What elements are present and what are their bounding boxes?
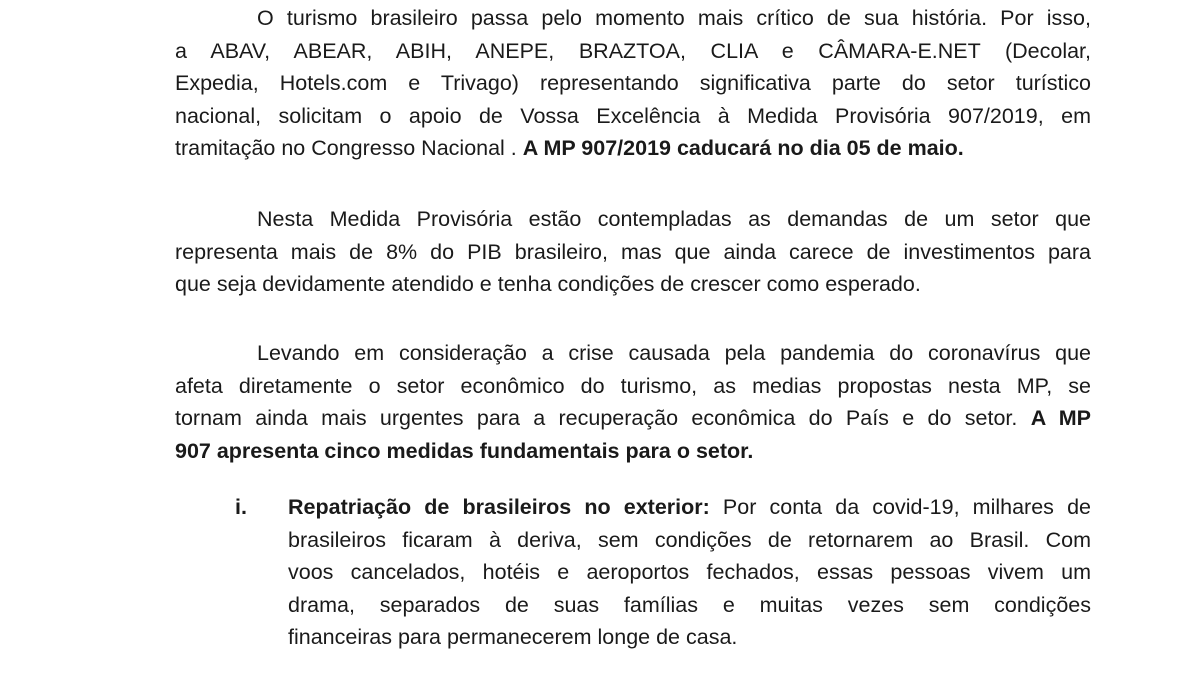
paragraph-line: Levando em consideração a crise causada pela pandemia do coronavírus que xyxy=(257,341,1091,365)
list-item-repatriation xyxy=(175,486,1091,656)
paragraph-2 xyxy=(175,203,1091,301)
paragraph-line: tornam ainda mais urgentes para a recuperação econômica do País e do setor. A MP xyxy=(175,406,1091,430)
paragraph-line: representa mais de 8% do PIB brasileiro, mas que ainda carece de investimentos para xyxy=(175,239,1091,264)
mp-highlight-cont: 907 apresenta cinco medidas fundamentais para o setor. xyxy=(175,438,754,463)
paragraph-1 xyxy=(175,2,1091,165)
deadline-highlight: A MP 907/2019 caducará no dia 05 de maio. xyxy=(522,136,964,160)
list-line: Repatriação de brasileiros no exterior: Por conta da covid-19, milhares de xyxy=(288,495,1091,519)
paragraph-line: O turismo brasileiro passa pelo momento mais crítico de sua história. Por isso, xyxy=(257,6,1091,30)
list-item-body xyxy=(288,491,1091,654)
paragraph-3 xyxy=(175,337,1091,467)
paragraph-line: que seja devidamente atendido e tenha condições de crescer como esperado. xyxy=(175,272,921,296)
list-marker: i. xyxy=(235,495,247,519)
paragraph-line xyxy=(175,435,1091,468)
paragraph-line: tramitação no Congresso Nacional . A MP 907/2019 caducará no dia 05 de maio. xyxy=(175,136,964,160)
list-line: financeiras para permanecerem longe de casa. xyxy=(288,625,738,649)
list-line: brasileiros ficaram à deriva, sem condições de retornarem ao Brasil. Com xyxy=(288,527,1091,552)
paragraph-line: a ABAV, ABEAR, ABIH, ANEPE, BRAZTOA, CLIA e CÂMARA-E.NET (Decolar, xyxy=(175,38,1091,63)
list-line: voos cancelados, hotéis e aeroportos fechados, essas pessoas vivem um xyxy=(288,560,1091,584)
list-item-title: Repatriação de brasileiros no exterior: xyxy=(288,495,710,519)
mp-highlight: A MP xyxy=(1030,406,1091,430)
paragraph-line: nacional, solicitam o apoio de Vossa Excelência à Medida Provisória 907/2019, em xyxy=(175,103,1091,128)
paragraph-line: afeta diretamente o setor econômico do turismo, as medias propostas nesta MP, se xyxy=(175,373,1091,398)
paragraph-line: Expedia, Hotels.com e Trivago) representando significativa parte do setor turístico xyxy=(175,71,1091,95)
list-line: drama, separados de suas famílias e muitas vezes sem condições xyxy=(288,592,1091,617)
paragraph-line: Nesta Medida Provisória estão contempladas as demandas de um setor que xyxy=(257,207,1091,231)
